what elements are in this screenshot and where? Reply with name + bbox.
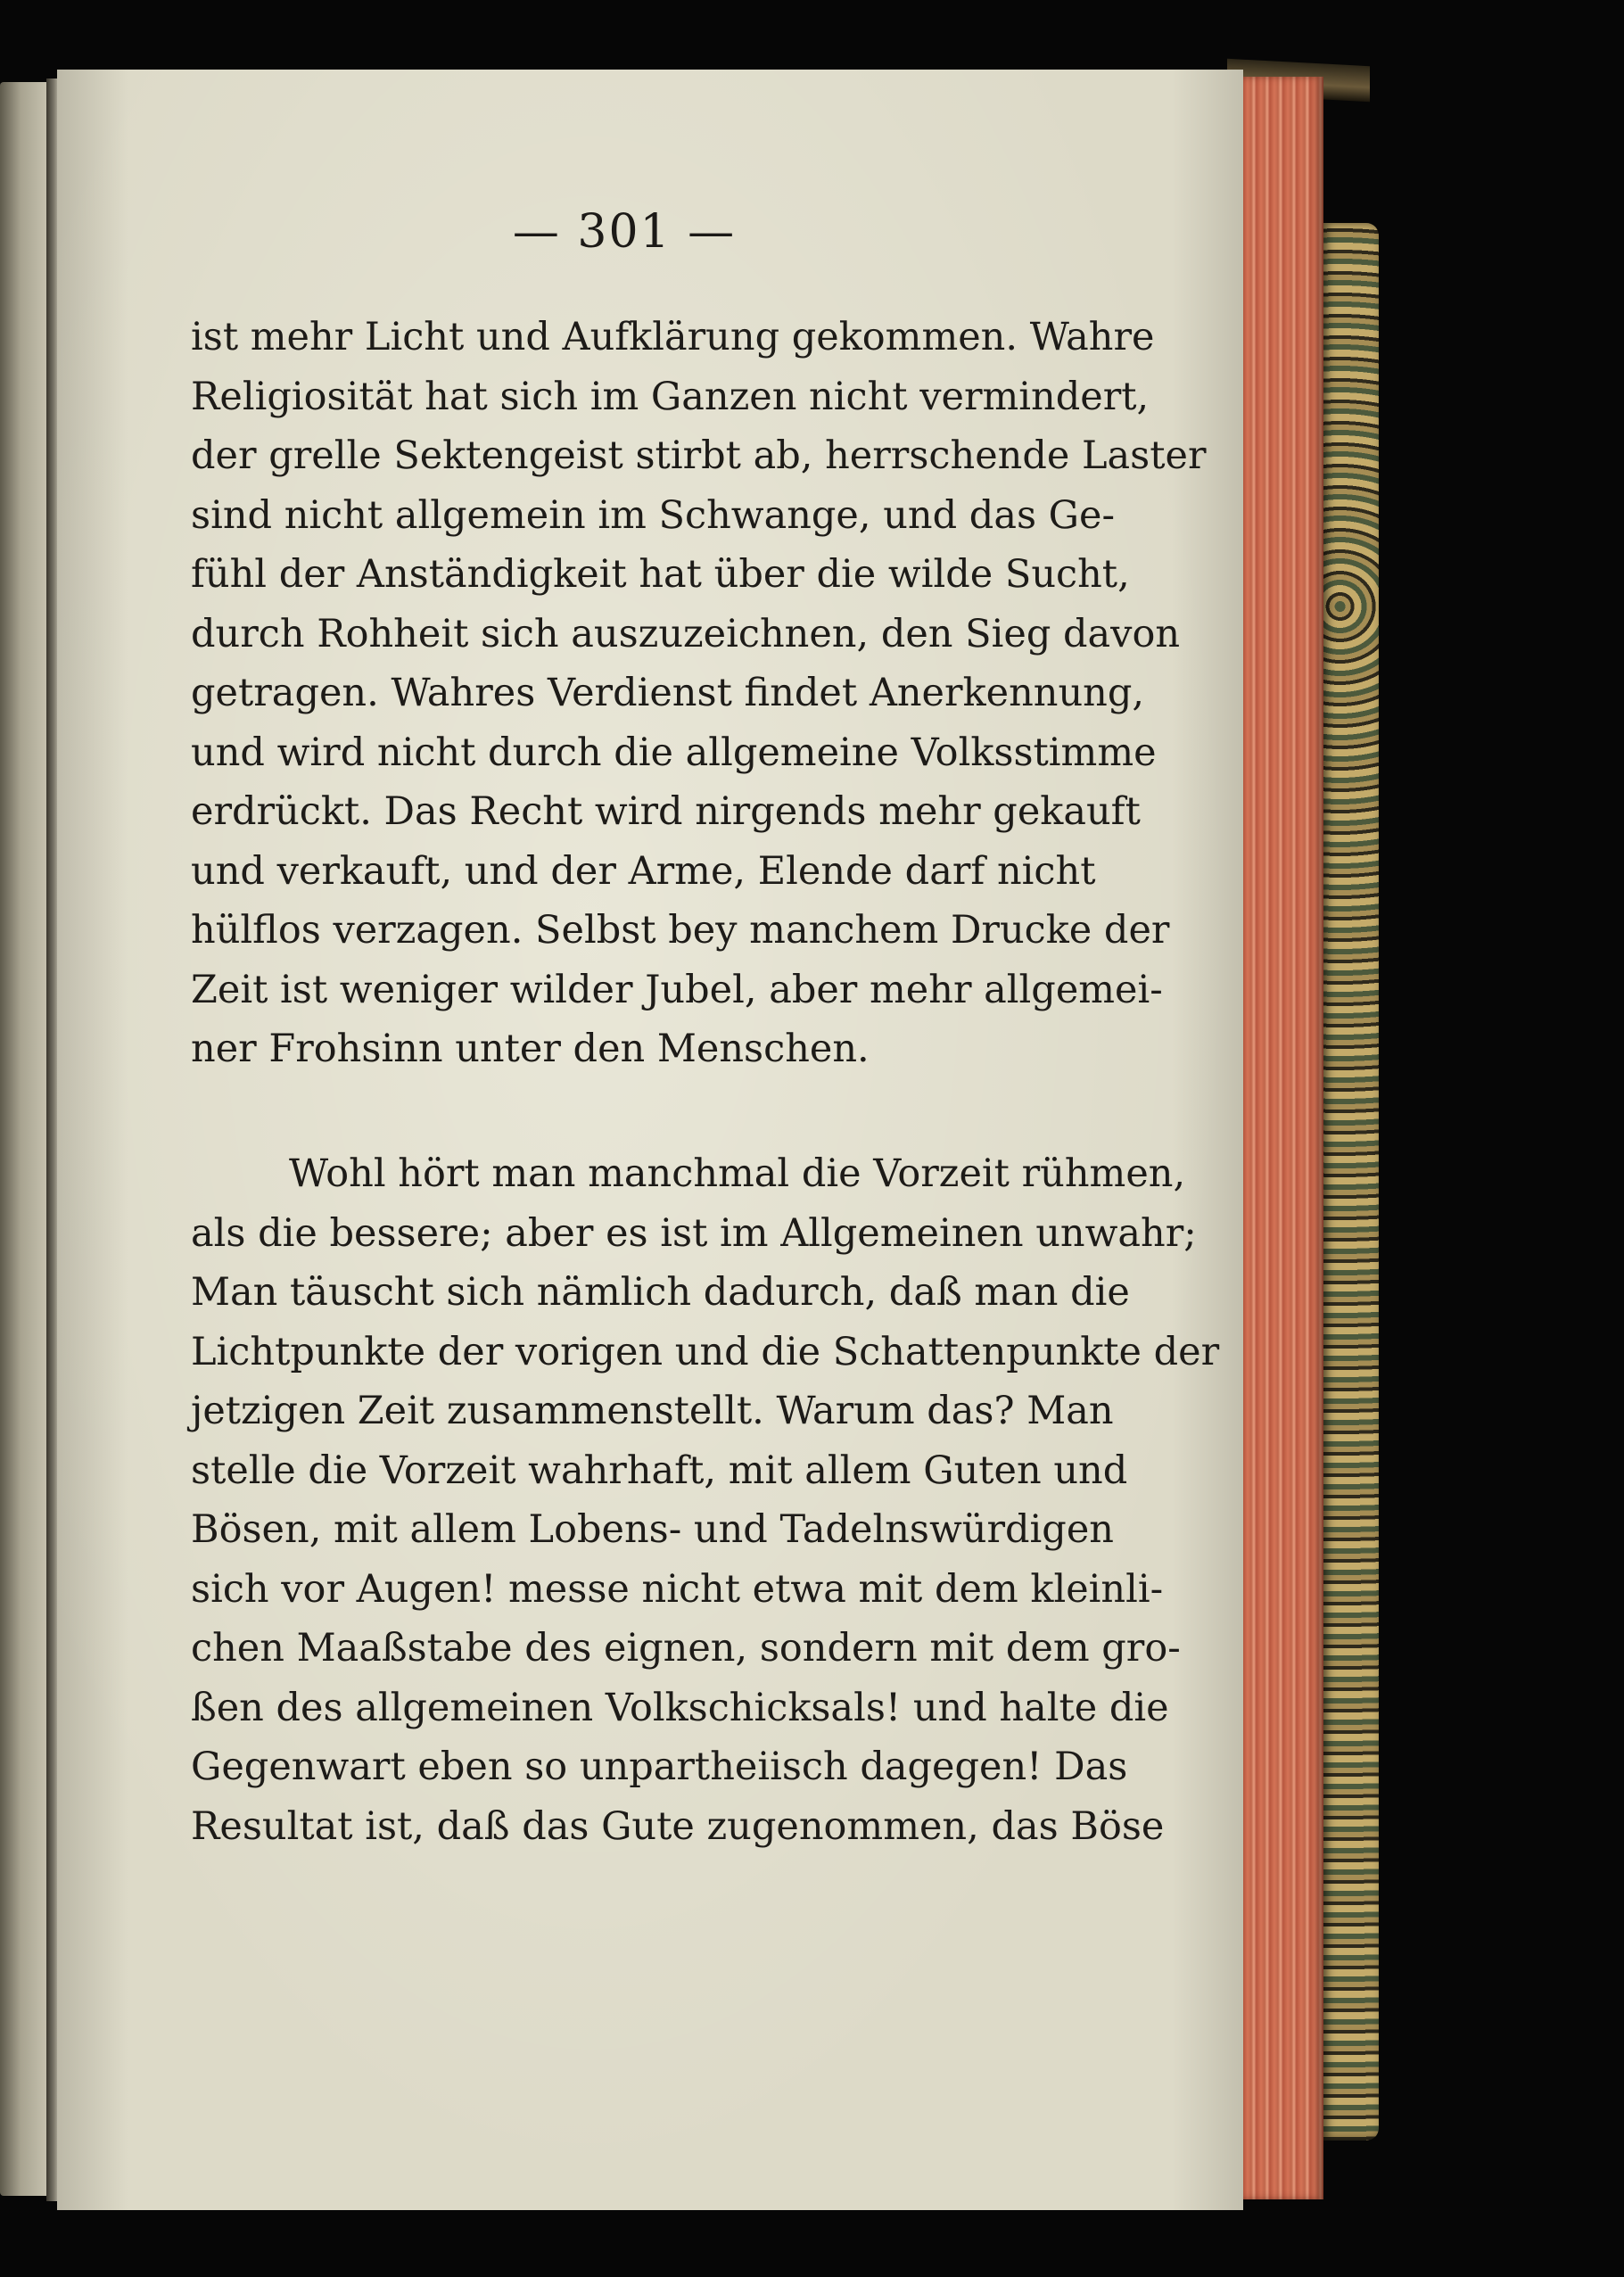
text-line: Lichtpunkte der vorigen und die Schattenpunkte der xyxy=(191,1329,1220,1374)
text-line: jetzigen Zeit zusammenstellt. Warum das? Man xyxy=(191,1389,1114,1433)
text-line: sind nicht allgemein im Schwange, und das Ge- xyxy=(191,492,1116,538)
text-line: Wohl hört man manchmal die Vorzeit rühmen, xyxy=(289,1151,1186,1196)
text-line: ßen des allgemeinen Volkschicksals! und halte die xyxy=(191,1685,1169,1730)
text-line: fühl der Anständigkeit hat über die wilde Sucht, xyxy=(191,552,1130,597)
text-line: durch Rohheit sich auszuzeichnen, den Sieg davon xyxy=(191,611,1181,656)
text-line: Man täuscht sich nämlich dadurch, daß man die xyxy=(191,1270,1130,1315)
left-page-edge xyxy=(0,82,52,2196)
text-line: stelle die Vorzeit wahrhaft, mit allem Guten und xyxy=(191,1448,1128,1493)
text-line: erdrückt. Das Recht wird nirgends mehr gekauft xyxy=(191,789,1141,834)
text-line: ist mehr Licht und Aufklärung gekommen. Wahre xyxy=(191,315,1155,359)
marbled-cover-edge xyxy=(1323,223,1379,2141)
text-line: und verkauft, und der Arme, Elende darf nicht xyxy=(191,848,1096,894)
text-line: Bösen, mit allem Lobens- und Tadelnswürdigen xyxy=(191,1507,1114,1552)
text-line: hülflos verzagen. Selbst bey manchem Drucke der xyxy=(191,908,1170,953)
text-line: sich vor Augen! messe nicht etwa mit dem kleinli- xyxy=(191,1566,1164,1612)
text-line: Gegenwart eben so unpartheiisch dagegen! Das xyxy=(191,1745,1128,1789)
page-number-header: — 301 — xyxy=(512,205,737,259)
text-line: chen Maaßstabe des eignen, sondern mit dem gro- xyxy=(191,1626,1181,1671)
text-line: und wird nicht durch die allgemeine Volksstimme xyxy=(191,730,1157,775)
text-line: Religiosität hat sich im Ganzen nicht vermindert, xyxy=(191,374,1150,419)
text-line: Resultat ist, daß das Gute zugenommen, das Böse xyxy=(191,1803,1165,1849)
text-line: getragen. Wahres Verdienst findet Anerkennung, xyxy=(191,671,1145,715)
text-line: ner Frohsinn unter den Menschen. xyxy=(191,1027,870,1071)
paragraph-2 xyxy=(191,1144,1220,1856)
text-line: als die bessere; aber es ist im Allgemeinen unwahr; xyxy=(191,1210,1197,1256)
text-line: der grelle Sektengeist stirbt ab, herrschende Laster xyxy=(191,433,1207,478)
page-block-edge xyxy=(1243,77,1323,2199)
text-line: Zeit ist weniger wilder Jubel, aber mehr allgemei- xyxy=(191,967,1163,1012)
paragraph-1 xyxy=(191,308,1207,1079)
